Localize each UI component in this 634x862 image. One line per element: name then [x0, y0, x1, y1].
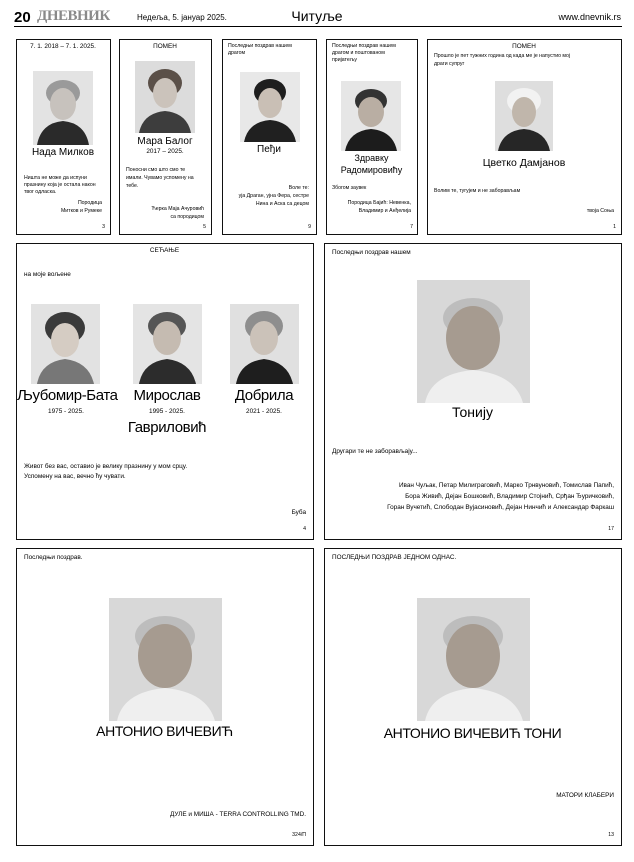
portrait-photo: [133, 304, 202, 384]
notice-signature: Породица Бајић: Невенка,: [347, 200, 411, 206]
notice-signature: Буба: [291, 509, 306, 516]
notice-number: 17: [608, 526, 614, 532]
notice-heading: ПОМЕН: [153, 43, 177, 50]
page-number: 20: [14, 9, 31, 26]
portrait-photo: [135, 61, 195, 133]
notice-signature: Иван Чуљак, Петар Милиграговић, Марко Трнвуновић, Томислав Папић,: [398, 482, 614, 489]
notice-number: 1: [613, 224, 616, 230]
person-name: Добрила: [234, 387, 294, 404]
portrait-photo: [341, 81, 401, 151]
notice-number: 7: [410, 224, 413, 230]
notice-signature: Митков и Румеке: [60, 208, 102, 214]
family-surname: Гавриловић: [127, 419, 207, 436]
notice-nada-milkov: [16, 39, 111, 235]
notice-signature: МАТОРИ КЛАБЕРИ: [556, 792, 614, 799]
notice-text-line: Волим те, тугујем и не заборављам: [434, 188, 521, 194]
notice-mara-balog: [119, 39, 212, 235]
notice-heading: ПОМЕН: [512, 43, 536, 50]
notice-text-line: твог одласка.: [24, 189, 57, 195]
portrait-photo: [417, 598, 530, 721]
notice-heading: СЕЋАЊЕ: [149, 247, 180, 254]
life-years: 1975 - 2025.: [48, 408, 84, 415]
website-link[interactable]: www.dnevnik.rs: [558, 12, 621, 22]
notice-text-line: Другари те не заборављају...: [332, 448, 418, 455]
notice-antonio-vicevic-toni: [324, 548, 622, 846]
deceased-name: Цветко Дамјанов: [482, 157, 566, 169]
section-title: Читуље: [291, 8, 343, 24]
portrait-photo: [417, 280, 530, 403]
life-years: 2017 – 2025.: [146, 148, 184, 155]
notice-zdravko-radomirovic: [326, 39, 418, 235]
notice-text-line: Успомену на вас, вечно ћу чувати.: [24, 473, 126, 480]
notice-signature: са породицом: [170, 214, 204, 220]
notice-signature: ујa Драган, ујна Фера, сестре: [238, 193, 309, 199]
portrait-photo: [495, 81, 553, 151]
deceased-name: Здравку: [354, 153, 389, 163]
deceased-name: АНТОНИО ВИЧЕВИЋ: [96, 723, 233, 739]
notice-number: 4: [303, 526, 306, 532]
notice-text-line: Поносни смо што смо те: [126, 167, 186, 173]
deceased-name: АНТОНИО ВИЧЕВИЋ ТОНИ: [383, 725, 562, 741]
notice-gavrilovic-family: [16, 243, 314, 540]
notice-number: 324/П: [292, 832, 306, 838]
notice-heading: пријатељу: [332, 57, 358, 63]
notice-text-line: Збогом заувек: [332, 185, 367, 191]
notice-number: 13: [608, 832, 614, 838]
notice-intro: драги супруг: [434, 61, 465, 67]
notice-intro: на моје вољене: [24, 271, 71, 278]
deceased-surname: Радомировићу: [340, 165, 403, 175]
portrait-photo: [240, 72, 300, 142]
portrait-photo: [230, 304, 299, 384]
header-rule: [14, 26, 622, 27]
notice-number: 3: [102, 224, 105, 230]
notice-signature: Воле те:: [288, 185, 309, 191]
notice-text-line: празнину која је остала након: [24, 182, 96, 188]
deceased-name: Тонију: [452, 404, 493, 420]
notice-heading: Последњи поздрав нашем: [332, 249, 411, 256]
notice-text-line: Ништа не може да испуни: [24, 175, 87, 181]
notice-heading: Последњи поздрав нашем: [332, 43, 396, 49]
portrait-photo: [33, 71, 93, 145]
life-years: 2021 - 2025.: [246, 408, 282, 415]
notice-heading: драгом и поштованом: [332, 50, 385, 56]
deceased-name: Мара Балог: [137, 136, 193, 147]
notice-signature: твоја Соња: [586, 208, 614, 214]
notice-signature: Бора Живић, Дејан Бошковић, Владимир Стојнић, Срђан Ђуричковић,: [405, 493, 614, 500]
issue-date: Недеља, 5. јануар 2025.: [137, 13, 227, 22]
life-years: 1995 - 2025.: [149, 408, 185, 415]
notice-number: 5: [203, 224, 206, 230]
notice-signature: ДУЛЕ и МИША - TERRA CONTROLLING TMD.: [169, 811, 306, 818]
person-name: Љубомир-Бата: [17, 387, 118, 404]
notice-signature: Нина и Аска са децом: [255, 201, 309, 207]
notice-text-line: имали. Чувамо успомену на: [126, 175, 194, 181]
notice-toni-friends: [324, 243, 622, 540]
notice-signature: Породица: [77, 200, 102, 206]
notice-signature: Ћерка Мајa Ачуровић: [151, 206, 204, 212]
notice-heading: ПОСЛЕДЊИ ПОЗДРАВ ЈЕДНОМ ОДНАС.: [332, 554, 457, 561]
notice-intro: Прошло је пет тужних година од када ме је напустио мој: [434, 53, 571, 59]
notice-pedji: [222, 39, 317, 235]
notice-heading: драгом: [228, 50, 246, 56]
deceased-name: Пеђи: [257, 144, 281, 155]
notice-cvetko-damjanov: [427, 39, 622, 235]
notice-antonio-vicevic: [16, 548, 314, 846]
newspaper-logo: ДНЕВНИК: [37, 8, 110, 24]
notice-heading: Последњи поздрав нашем: [228, 43, 292, 49]
notice-signature: Горан Вучетић, Слободан Вујасиновић, Дејан Нинчић и Александар Фаркаш: [387, 504, 614, 511]
notice-number: 9: [308, 224, 311, 230]
person-name: Мирослав: [133, 387, 201, 404]
notice-signature: Владимир и Анђелија: [358, 208, 411, 214]
portrait-photo: [109, 598, 222, 721]
notice-text-line: тебе.: [126, 183, 139, 189]
notice-text-line: Живот без вас, оставио је велику празнину у мом срцу.: [24, 463, 188, 470]
notice-dates: 7. 1. 2018 – 7. 1. 2025.: [30, 43, 96, 50]
portrait-photo: [31, 304, 100, 384]
notice-heading: Последњи поздрав.: [24, 554, 83, 561]
deceased-name: Нада Милков: [31, 147, 95, 158]
